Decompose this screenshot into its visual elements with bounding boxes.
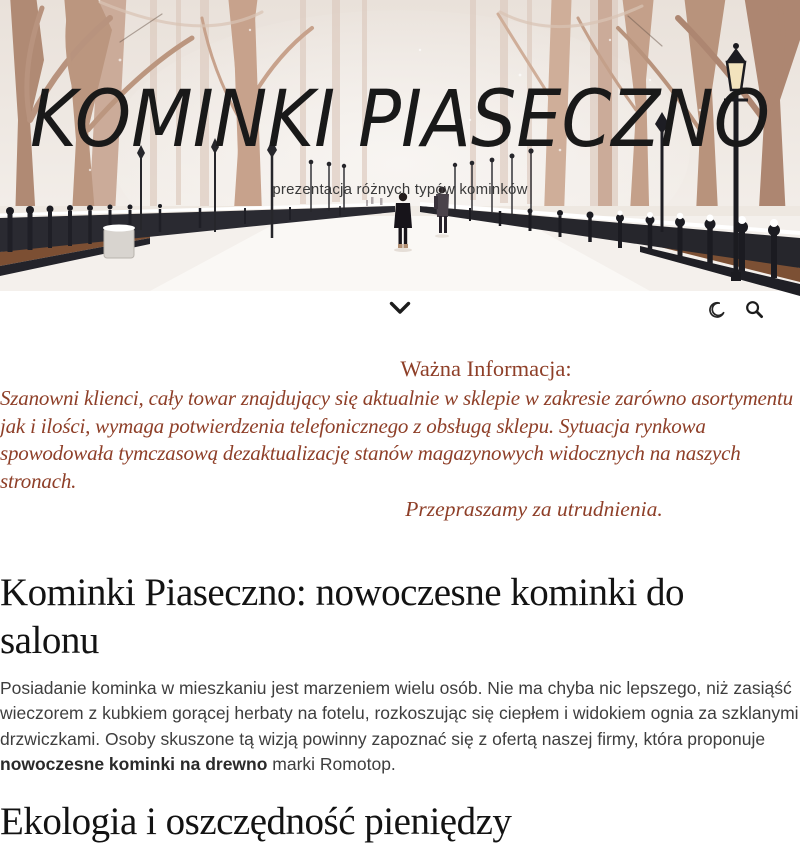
kominki-na-drewno-link[interactable]: nowoczesne kominki na drewno [0, 753, 268, 774]
notice-apology: Przepraszamy za utrudnienia. [405, 497, 663, 521]
article [0, 569, 800, 846]
icon-bar [0, 291, 800, 335]
search-icon [745, 300, 764, 319]
site-title: KOMINKI PIASECZNO [30, 75, 770, 165]
scroll-down-button[interactable] [387, 299, 413, 317]
site-tagline: prezentacja różnych typów kominków [272, 181, 528, 198]
header-actions [706, 298, 766, 321]
winter-park-photo [0, 0, 800, 291]
hero-header [0, 0, 800, 291]
dark-mode-toggle-button[interactable] [706, 299, 728, 321]
intro-paragraph [0, 676, 800, 777]
notice-title: Ważna Informacja: [400, 356, 572, 381]
intro-text-before: Posiadanie kominka w mieszkaniu jest marzeniem wielu osób. Nie ma chyba nic lepszego, niż zasiąść wieczorem z kubkiem gorącej herbaty na fotelu, rozkoszując się ciepłem i widokiem ognia za szklanymi drzwiczkami. Osoby skuszone tą wizją powinny zapoznać się z ofertą naszej firmy, która proponuje [0, 678, 799, 749]
moon-icon [708, 301, 726, 319]
chevron-down-icon [389, 301, 411, 315]
section-heading-ekologia: Ekologia i oszczędność pieniędzy [0, 800, 512, 844]
page-title: Kominki Piaseczno: nowoczesne kominki do salonu [0, 571, 685, 662]
notice-body: Szanowni klienci, cały towar znajdujący się aktualnie w sklepie w zakresie zarówno asortymentu jak i ilości, wymaga potwierdzenia telefonicznego z obsługą sklepu. Sytuacja rynkowa spowodowała tymczasową dezaktualizację stanów magazynowych widocznych na naszych stronach. [0, 386, 793, 493]
important-notice [0, 355, 800, 523]
search-button[interactable] [743, 298, 766, 321]
intro-text-after: marki Romotop. [267, 753, 396, 774]
